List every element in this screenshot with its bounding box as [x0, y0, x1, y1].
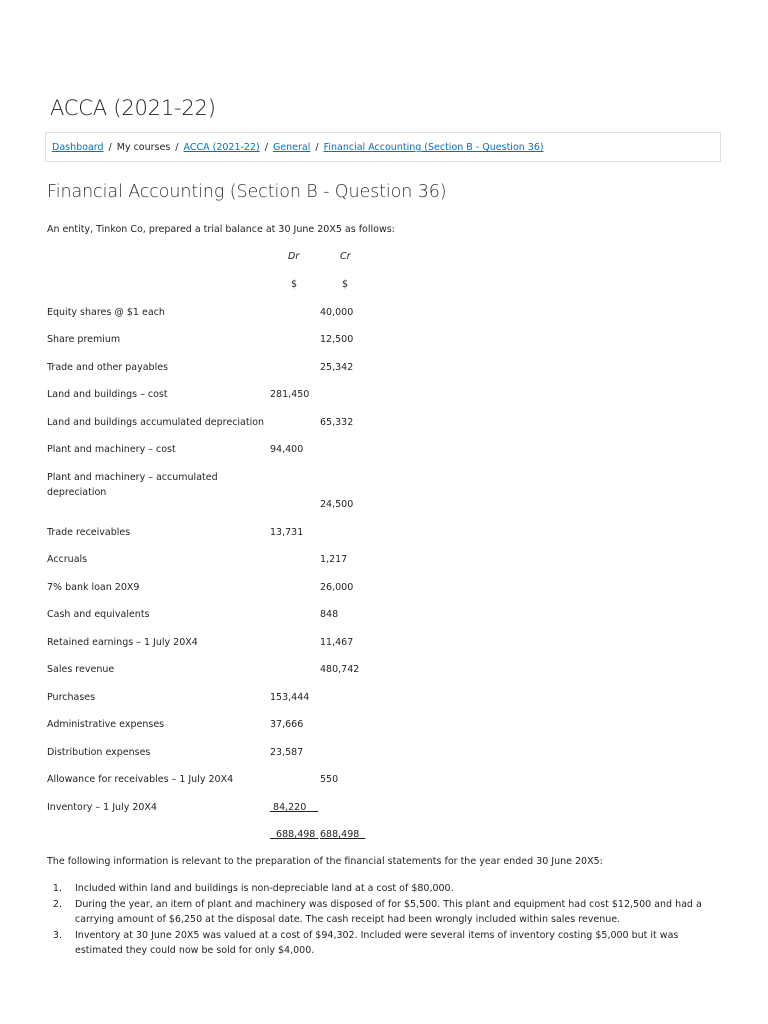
row-label: Administrative expenses — [47, 719, 165, 730]
row-credit: 40,000 — [320, 307, 354, 318]
row-label: Sales revenue — [47, 664, 115, 675]
row-credit: 24,500 — [320, 499, 354, 510]
breadcrumb-my-courses: My courses — [116, 142, 171, 153]
question-intro: An entity, Tinkon Co, prepared a trial balance at 30 June 20X5 as follows: — [47, 224, 395, 235]
cr-column-header: Cr — [340, 251, 351, 262]
total-debit — [270, 827, 318, 842]
row-label: Trade receivables — [47, 527, 131, 538]
row-debit: 153,444 — [270, 692, 310, 703]
breadcrumb-page-link[interactable]: Financial Accounting (Section B - Question 36) — [323, 142, 544, 153]
row-credit: 550 — [320, 774, 339, 785]
dr-column-header: Dr — [288, 251, 300, 262]
row-credit: 12,500 — [320, 334, 354, 345]
notes-list — [47, 881, 727, 959]
site-title: ACCA (2021-22) — [50, 96, 216, 120]
row-label: Share premium — [47, 334, 121, 345]
notes-intro: The following information is relevant to the preparation of the financial statements for the year ended 30 June 20X5: — [47, 856, 603, 867]
breadcrumb-separator: / — [315, 142, 319, 153]
row-label: Land and buildings – cost — [47, 389, 168, 400]
breadcrumb-course-link[interactable]: ACCA (2021-22) — [183, 142, 260, 153]
row-label: Cash and equivalents — [47, 609, 150, 620]
row-label: Equity shares @ $1 each — [47, 307, 165, 318]
total-credit-value: 688,498 — [320, 829, 360, 840]
row-debit — [270, 800, 318, 815]
row-credit: 26,000 — [320, 582, 354, 593]
row-credit: 1,217 — [320, 554, 348, 565]
dr-currency-header: $ — [291, 279, 298, 290]
row-label: Land and buildings accumulated depreciation — [47, 417, 265, 428]
row-label: Retained earnings – 1 July 20X4 — [47, 637, 198, 648]
cr-currency-header: $ — [342, 279, 349, 290]
row-label: Accruals — [47, 554, 88, 565]
row-debit: 13,731 — [270, 527, 304, 538]
row-label: Plant and machinery – cost — [47, 444, 176, 455]
row-label: Plant and machinery – accumulated depreciation — [47, 472, 218, 498]
row-credit: 848 — [320, 609, 339, 620]
row-label: Purchases — [47, 692, 96, 703]
row-label: Inventory – 1 July 20X4 — [47, 802, 157, 813]
row-label: Distribution expenses — [47, 747, 151, 758]
inventory-debit-value: 84,220 — [273, 802, 307, 813]
row-label: Trade and other payables — [47, 362, 169, 373]
row-debit: 94,400 — [270, 444, 304, 455]
list-item: 2. During the year, an item of plant and machinery was disposed of for $5,500. This plant and equipment had cost $12,500 and had a carrying amount of $6,250 at the disposal date. The cash receipt had been wrongly included within sales revenue. — [65, 897, 727, 928]
row-label: Allowance for receivables – 1 July 20X4 — [47, 774, 234, 785]
total-debit-value: 688,498 — [276, 829, 316, 840]
page-title: Financial Accounting (Section B - Question 36) — [47, 182, 447, 202]
list-item: 1. Included within land and buildings is non-depreciable land at a cost of $80,000. — [65, 881, 727, 897]
breadcrumb-general-link[interactable]: General — [272, 142, 311, 153]
total-credit — [320, 827, 365, 842]
row-label: 7% bank loan 20X9 — [47, 582, 140, 593]
list-item: 3. Inventory at 30 June 20X5 was valued at a cost of $94,302. Included were several items of inventory costing $5,000 but it was estimated they could now be sold for only $4,000. — [65, 928, 727, 959]
row-debit: 281,450 — [270, 389, 310, 400]
breadcrumb — [45, 132, 721, 162]
row-credit: 65,332 — [320, 417, 354, 428]
row-debit: 23,587 — [270, 747, 304, 758]
row-credit: 11,467 — [320, 637, 354, 648]
breadcrumb-separator: / — [175, 142, 179, 153]
row-debit: 37,666 — [270, 719, 304, 730]
breadcrumb-dashboard-link[interactable]: Dashboard — [52, 142, 104, 153]
row-credit: 480,742 — [320, 664, 360, 675]
breadcrumb-separator: / — [108, 142, 112, 153]
breadcrumb-separator: / — [264, 142, 268, 153]
row-credit: 25,342 — [320, 362, 354, 373]
